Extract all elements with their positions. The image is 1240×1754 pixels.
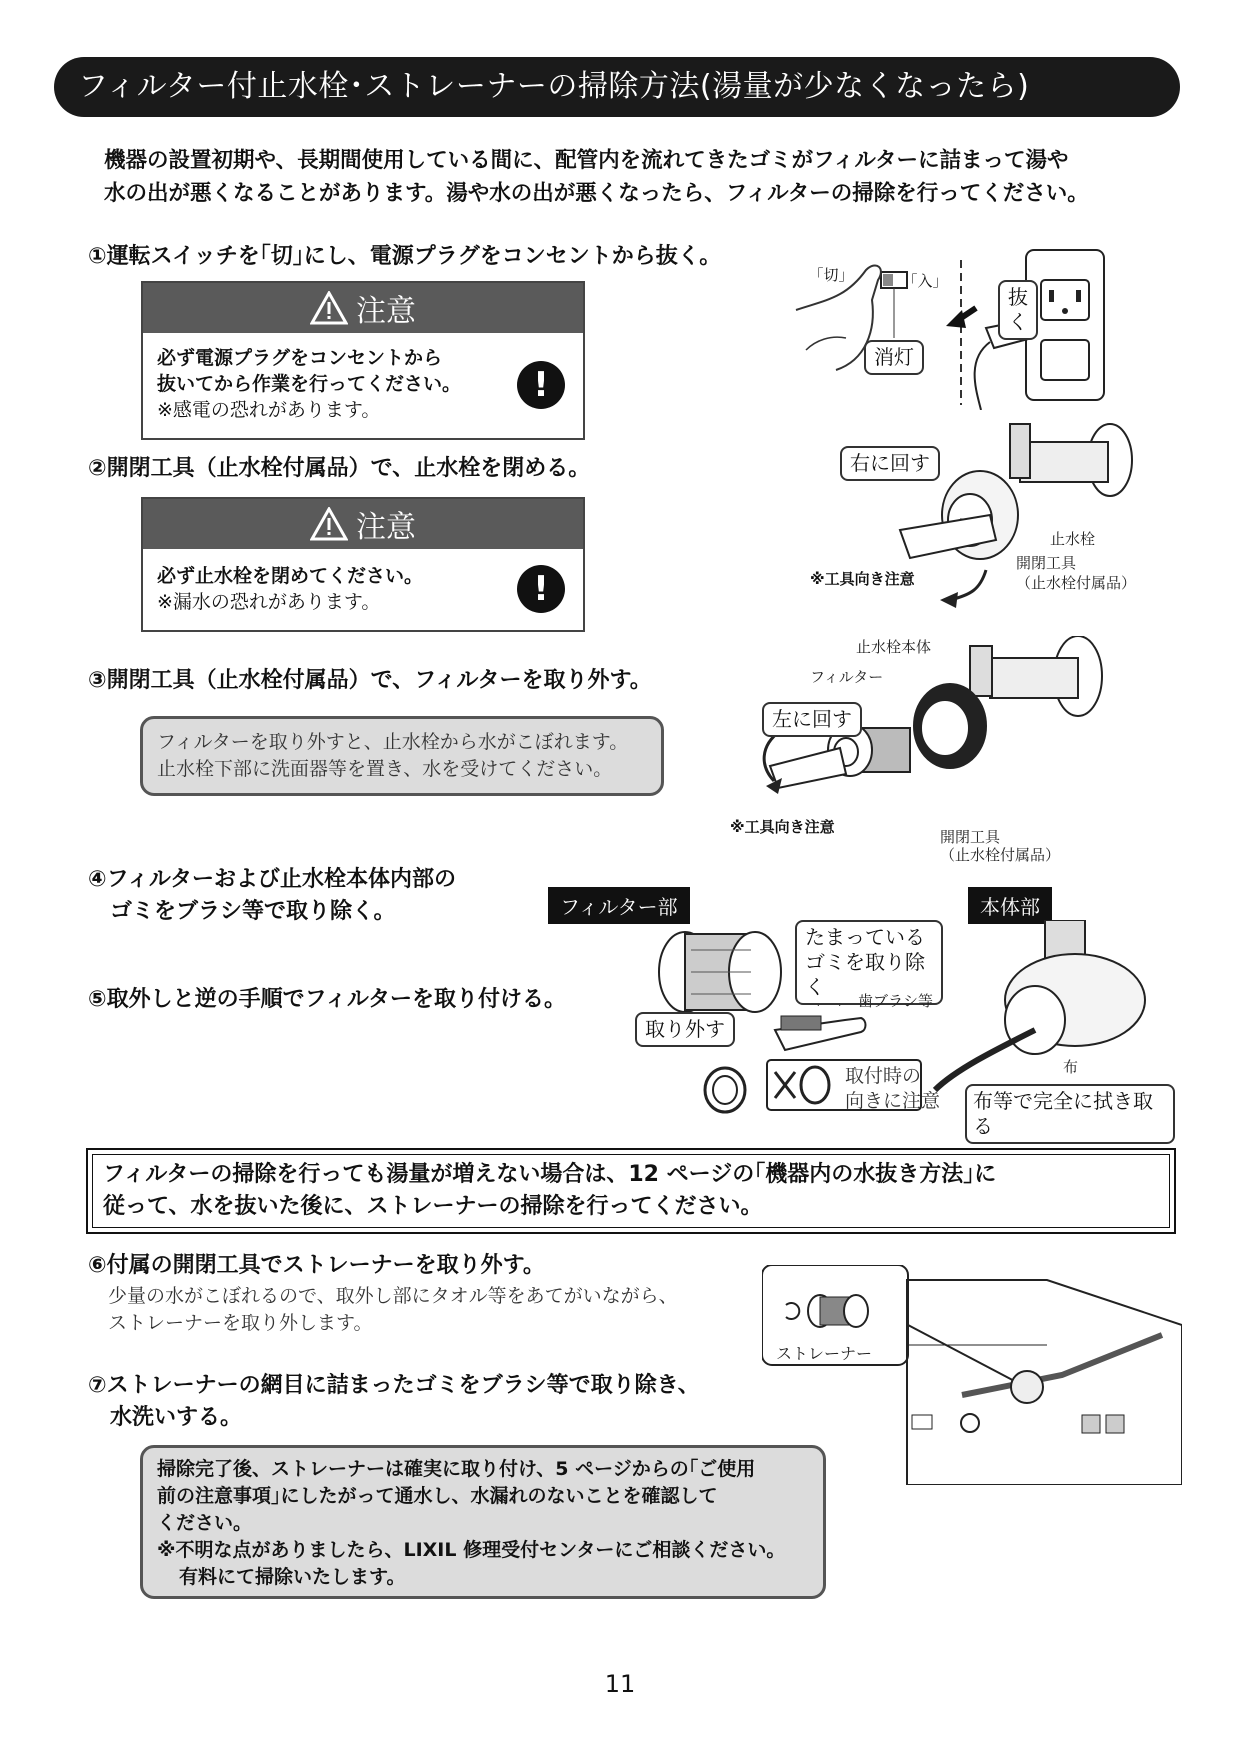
figure-strainer [762,1265,1182,1485]
step-3: ③開閉工具（止水栓付属品）で、フィルターを取り外す。 [88,668,652,693]
final-note-text: 有料にて掃除いたします。 [179,1566,406,1588]
callout-text: たまっている [805,925,925,949]
valve-body-label: 止水栓本体 [856,638,932,656]
step-7: ⑦ストレーナーの網目に詰まったゴミをブラシ等で取り除き、 [88,1373,700,1398]
exclamation-icon: ! [517,361,565,409]
step-5: ⑤取外しと逆の手順でフィルターを取り付ける。 [88,987,566,1012]
caution-header [143,283,583,333]
step-6: ⑥付属の開閉工具でストレーナーを取り外す。 [88,1253,545,1278]
caution-heading: 注意 [356,510,416,545]
caution-text: 必ず電源プラグをコンセントから [157,347,443,369]
page-number: 11 [604,1670,636,1698]
page-title: フィルター付止水栓･ストレーナーの掃除方法(湯量が少なくなったら) [54,57,1180,117]
important-text: フィルターの掃除を行っても湯量が増えない場合は、12 ページの｢機器内の水抜き方法｣に [103,1162,997,1187]
tool-direction-note: ※工具向き注意 [730,818,835,836]
cloth-label: 布 [1063,1058,1079,1076]
note-box-filter [140,716,664,796]
warning-triangle-icon [310,291,348,325]
final-note-text: 掃除完了後、ストレーナーは確実に取り付け、5 ページからの｢ご使用 [157,1458,756,1480]
callout-text: ゴミを取り除く [805,950,925,999]
final-note-text: 前の注意事項｣にしたがって通水し、水漏れのないことを確認して [157,1485,718,1507]
note-text: フィルターを取り外すと、止水栓から水がこぼれます。 [157,731,629,753]
intro-line: 機器の設置初期や、長期間使用している間に、配管内を流れてきたゴミがフィルターに詰まって湯や [104,148,1069,173]
tool-direction-note: ※工具向き注意 [810,570,915,588]
intro-line: 水の出が悪くなることがあります。湯や水の出が悪くなったら、フィルターの掃除を行ってください。 [104,181,1089,206]
final-note-box [140,1445,826,1599]
switch-on-label: ｢入｣ [910,272,941,290]
caution-text: 必ず止水栓を閉めてください。 [157,565,424,587]
step-4-cont: ゴミをブラシ等で取り除く。 [110,899,396,924]
note-text: 止水栓下部に洗面器等を置き、水を受けてください。 [157,758,613,780]
tool-sub-label: （止水栓付属品） [1016,574,1137,592]
step-note-text: 少量の水がこぼれるので、取外し部にタオル等をあてがいながら、 [108,1285,678,1307]
turn-right-callout: 右に回す [840,446,940,481]
wipe-callout: 布等で完全に拭き取る [965,1084,1175,1144]
orientation-note [845,1064,940,1114]
figure-close-valve [810,420,1150,615]
strainer-illustration [762,1265,1182,1485]
lamp-off-callout: 消灯 [864,340,924,375]
tool-label: 開閉工具 [940,828,1001,846]
turn-left-callout: 左に回す [762,702,862,737]
orientation-text: 取付時の [845,1065,922,1087]
important-note [92,1154,1170,1228]
figure-power-plug [786,240,1116,410]
switch-off-label: ｢切｣ [816,266,847,284]
important-text: 従って、水を抜いた後に、ストレーナーの掃除を行ってください。 [103,1194,763,1219]
filter-section-tag: フィルター部 [548,887,690,924]
caution-header [143,499,583,549]
orientation-text: 向きに注意 [845,1090,941,1112]
caution-subtext: ※漏水の恐れがあります。 [157,591,381,613]
warning-triangle-icon [310,507,348,541]
caution-heading: 注意 [356,294,416,329]
caution-box-1 [141,281,585,440]
step-1: ①運転スイッチを｢切｣にし、電源プラグをコンセントから抜く。 [88,244,722,269]
caution-text: 抜いてから作業を行ってください。 [157,373,462,395]
body-section-tag: 本体部 [968,887,1052,924]
pull-callout: 抜く [998,280,1038,340]
figure-clean-filter [635,920,1175,1138]
caution-body [143,333,583,435]
final-note-text: ※不明な点がありましたら、LIXIL 修理受付センターにご相談ください。 [157,1539,786,1561]
figure-remove-filter [730,636,1150,866]
toothbrush-label: 歯ブラシ等 [858,992,934,1010]
tool-sub-label: （止水栓付属品） [940,846,1061,864]
filter-label: フィルター [810,668,884,686]
step-note-text: ストレーナーを取り外します。 [108,1312,373,1334]
final-note-text: ください。 [157,1512,253,1534]
step-4: ④フィルターおよび止水栓本体内部の [88,867,456,892]
exclamation-icon: ! [517,565,565,613]
valve-label: 止水栓 [1050,530,1096,548]
step-7-cont: 水洗いする。 [110,1405,243,1430]
step-2: ②開閉工具（止水栓付属品）で、止水栓を閉める。 [88,456,591,481]
step-6-note [108,1283,678,1337]
caution-subtext: ※感電の恐れがあります。 [157,399,381,421]
caution-box-2 [141,497,585,632]
tool-label: 開閉工具 [1016,554,1077,572]
caution-body [143,549,583,627]
strainer-label: ストレーナー [776,1344,873,1363]
take-off-callout: 取り外す [635,1012,735,1047]
intro-text [104,144,1184,210]
